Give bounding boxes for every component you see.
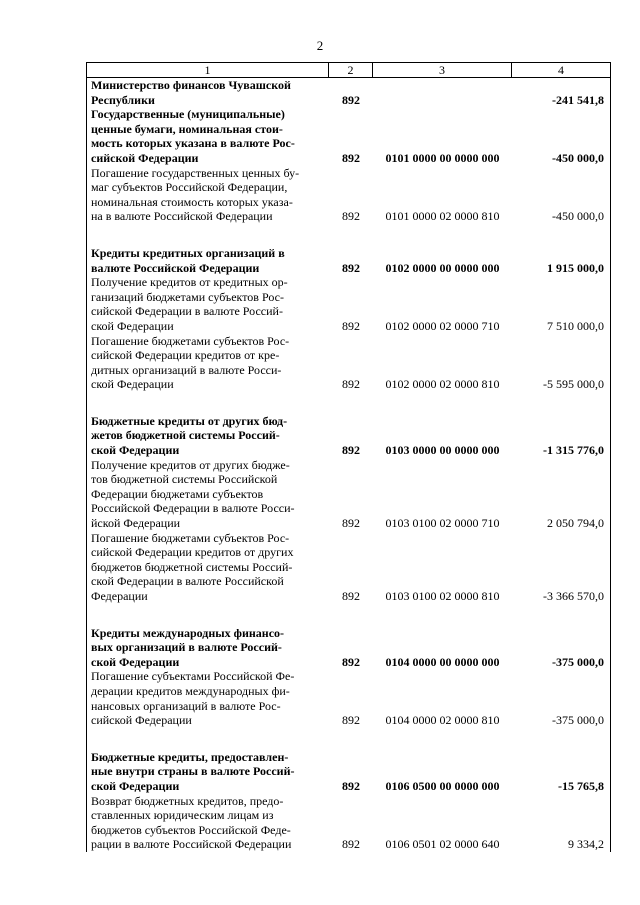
table-row	[87, 166, 610, 224]
table-body	[86, 78, 611, 852]
row-name	[87, 458, 329, 531]
table-row	[87, 669, 610, 727]
header-col-3: 3	[373, 63, 512, 77]
section-gap	[87, 728, 610, 750]
row-classification-code: 0103 0100 02 0000 710	[385, 516, 500, 531]
row-admin-code: 892	[342, 589, 360, 603]
row-classification-code: 0102 0000 02 0000 810	[385, 377, 500, 392]
row-classification-code: 0104 0000 00 0000 000	[385, 654, 500, 669]
row-admin-code: 892	[342, 150, 360, 165]
row-name-line: ставленных юридическим лицам из	[91, 808, 274, 823]
row-name-line: ской Федерации	[91, 318, 174, 333]
row-name-line: Получение кредитов от других бюдже-	[91, 457, 290, 472]
row-name-line: сийской Федерации	[91, 713, 192, 728]
row-name-line: Кредиты международных финансо-	[91, 625, 285, 640]
row-name-line: йской Федерации	[91, 516, 181, 531]
row-classification-code: 0102 0000 02 0000 710	[385, 318, 500, 333]
row-name	[87, 334, 329, 392]
table-row	[87, 78, 610, 107]
table-row	[87, 334, 610, 392]
row-name-line: жетов бюджетной системы Россий-	[91, 428, 280, 443]
row-name-line: бюджетов бюджетной системы Россий-	[91, 559, 293, 574]
table-row	[87, 626, 610, 670]
row-name	[87, 414, 329, 458]
row-admin-code: 892	[342, 713, 360, 728]
row-name	[87, 107, 329, 165]
row-name-line: Погашение бюджетами субъектов Рос-	[91, 333, 290, 348]
row-admin-code: 892	[342, 837, 360, 852]
row-name-line: ской Федерации	[91, 377, 174, 392]
row-amount: -15 765,8	[558, 778, 604, 793]
row-name	[87, 246, 329, 275]
row-name-line: тов бюджетной системы Российской	[91, 472, 278, 487]
row-name	[87, 78, 329, 107]
row-name-line: Министерство финансов Чувашской	[91, 78, 291, 92]
header-col-1: 1	[87, 63, 329, 77]
table-row	[87, 458, 610, 531]
row-name-line: ценные бумаги, номинальная стои-	[91, 121, 283, 136]
row-admin-code: 892	[342, 318, 360, 333]
table-header	[86, 62, 611, 78]
row-amount: 9 334,2	[568, 837, 604, 852]
row-classification-code: 0101 0000 00 0000 000	[385, 150, 500, 165]
table-row	[87, 794, 610, 852]
row-admin-code: 892	[342, 516, 360, 531]
row-classification-code: 0103 0100 02 0000 810	[385, 589, 500, 603]
row-name	[87, 531, 329, 604]
row-name-line: Возврат бюджетных кредитов, предо-	[91, 793, 284, 808]
row-name	[87, 166, 329, 224]
row-name-line: ской Федерации в валюте Российской	[91, 574, 284, 589]
section-gap	[87, 604, 610, 626]
row-name-line: сийской Федерации кредитов от других	[91, 545, 294, 560]
row-name-line: вых организаций в валюте Россий-	[91, 640, 282, 655]
row-classification-code: 0103 0000 00 0000 000	[385, 443, 500, 458]
table-row	[87, 414, 610, 458]
row-name-line: номинальная стоимость которых указа-	[91, 194, 293, 209]
row-amount: 1 915 000,0	[547, 260, 604, 275]
row-name	[87, 626, 329, 670]
row-name-line: нансовых организаций в валюте Рос-	[91, 698, 281, 713]
row-amount: -1 315 776,0	[543, 443, 604, 458]
row-name-line: Погашение государственных ценных бу-	[91, 165, 300, 180]
row-name-line: Бюджетные кредиты, предоставлен-	[91, 749, 289, 764]
row-name-line: сийской Федерации	[91, 150, 199, 165]
row-name-line: ской Федерации	[91, 443, 180, 458]
header-col-4: 4	[558, 63, 564, 77]
row-name-line: Республики	[91, 92, 155, 107]
row-name-line: Погашение бюджетами субъектов Рос-	[91, 530, 290, 545]
row-classification-code: 0106 0500 00 0000 000	[385, 778, 500, 793]
row-amount: -375 000,0	[552, 654, 604, 669]
row-amount: 7 510 000,0	[547, 318, 604, 333]
row-admin-code: 892	[342, 260, 360, 275]
row-amount: 2 050 794,0	[547, 516, 604, 531]
table-row	[87, 275, 610, 333]
row-name-line: ганизаций бюджетами субъектов Рос-	[91, 289, 284, 304]
row-name-line: рации в валюте Российской Федерации	[91, 837, 292, 852]
row-admin-code: 892	[342, 654, 360, 669]
row-name-line: ской Федерации	[91, 654, 180, 669]
row-name	[87, 669, 329, 727]
row-name-line: дерации кредитов международных фи-	[91, 683, 290, 698]
row-amount: -375 000,0	[552, 713, 604, 728]
row-name-line: Погашение субъектами Российской Фе-	[91, 669, 295, 684]
row-admin-code: 892	[342, 92, 360, 107]
row-name-line: Получение кредитов от кредитных ор-	[91, 275, 288, 290]
row-name-line: Федерации	[91, 589, 148, 603]
section-gap	[87, 224, 610, 246]
row-amount: -5 595 000,0	[543, 377, 604, 392]
row-name-line: ные внутри страны в валюте Россий-	[91, 764, 295, 779]
table-row	[87, 531, 610, 604]
row-amount: -241 541,8	[552, 92, 604, 107]
row-name-line: бюджетов субъектов Российской Феде-	[91, 822, 291, 837]
row-admin-code: 892	[342, 778, 360, 793]
row-amount: -450 000,0	[552, 150, 604, 165]
row-classification-code: 0102 0000 00 0000 000	[385, 260, 500, 275]
row-amount: -3 366 570,0	[543, 589, 604, 603]
row-name	[87, 794, 329, 852]
table-row	[87, 107, 610, 165]
row-name-line: Государственные (муниципальные)	[91, 107, 285, 122]
row-name-line: на в валюте Российской Федерации	[91, 209, 273, 224]
row-name-line: ской Федерации	[91, 778, 180, 793]
row-classification-code: 0104 0000 02 0000 810	[385, 713, 500, 728]
row-name-line: сийской Федерации в валюте Россий-	[91, 304, 283, 319]
row-admin-code: 892	[342, 443, 360, 458]
row-admin-code: 892	[342, 377, 360, 392]
row-name-line: Федерации бюджетами субъектов	[91, 486, 264, 501]
row-name-line: Кредиты кредитных организаций в	[91, 245, 285, 260]
row-name-line: дитных организаций в валюте Росси-	[91, 362, 282, 377]
row-name-line: маг субъектов Российской Федерации,	[91, 180, 288, 195]
row-name	[87, 275, 329, 333]
sources-table	[86, 62, 611, 852]
section-gap	[87, 392, 610, 414]
row-name-line: валюте Российской Федерации	[91, 260, 260, 275]
row-classification-code: 0106 0501 02 0000 640	[385, 837, 500, 852]
row-name-line: Бюджетные кредиты от других бюд-	[91, 413, 288, 428]
row-name	[87, 750, 329, 794]
row-name-line: сийской Федерации кредитов от кре-	[91, 348, 280, 363]
table-row	[87, 750, 610, 794]
row-name-line: мость которых указана в валюте Рос-	[91, 136, 295, 151]
row-amount: -450 000,0	[552, 209, 604, 224]
row-admin-code: 892	[342, 209, 360, 224]
table-row	[87, 246, 610, 275]
row-name-line: Российской Федерации в валюте Росси-	[91, 501, 295, 516]
row-classification-code: 0101 0000 02 0000 810	[385, 209, 500, 224]
header-col-2: 2	[329, 63, 373, 77]
page-number: 2	[316, 38, 324, 53]
